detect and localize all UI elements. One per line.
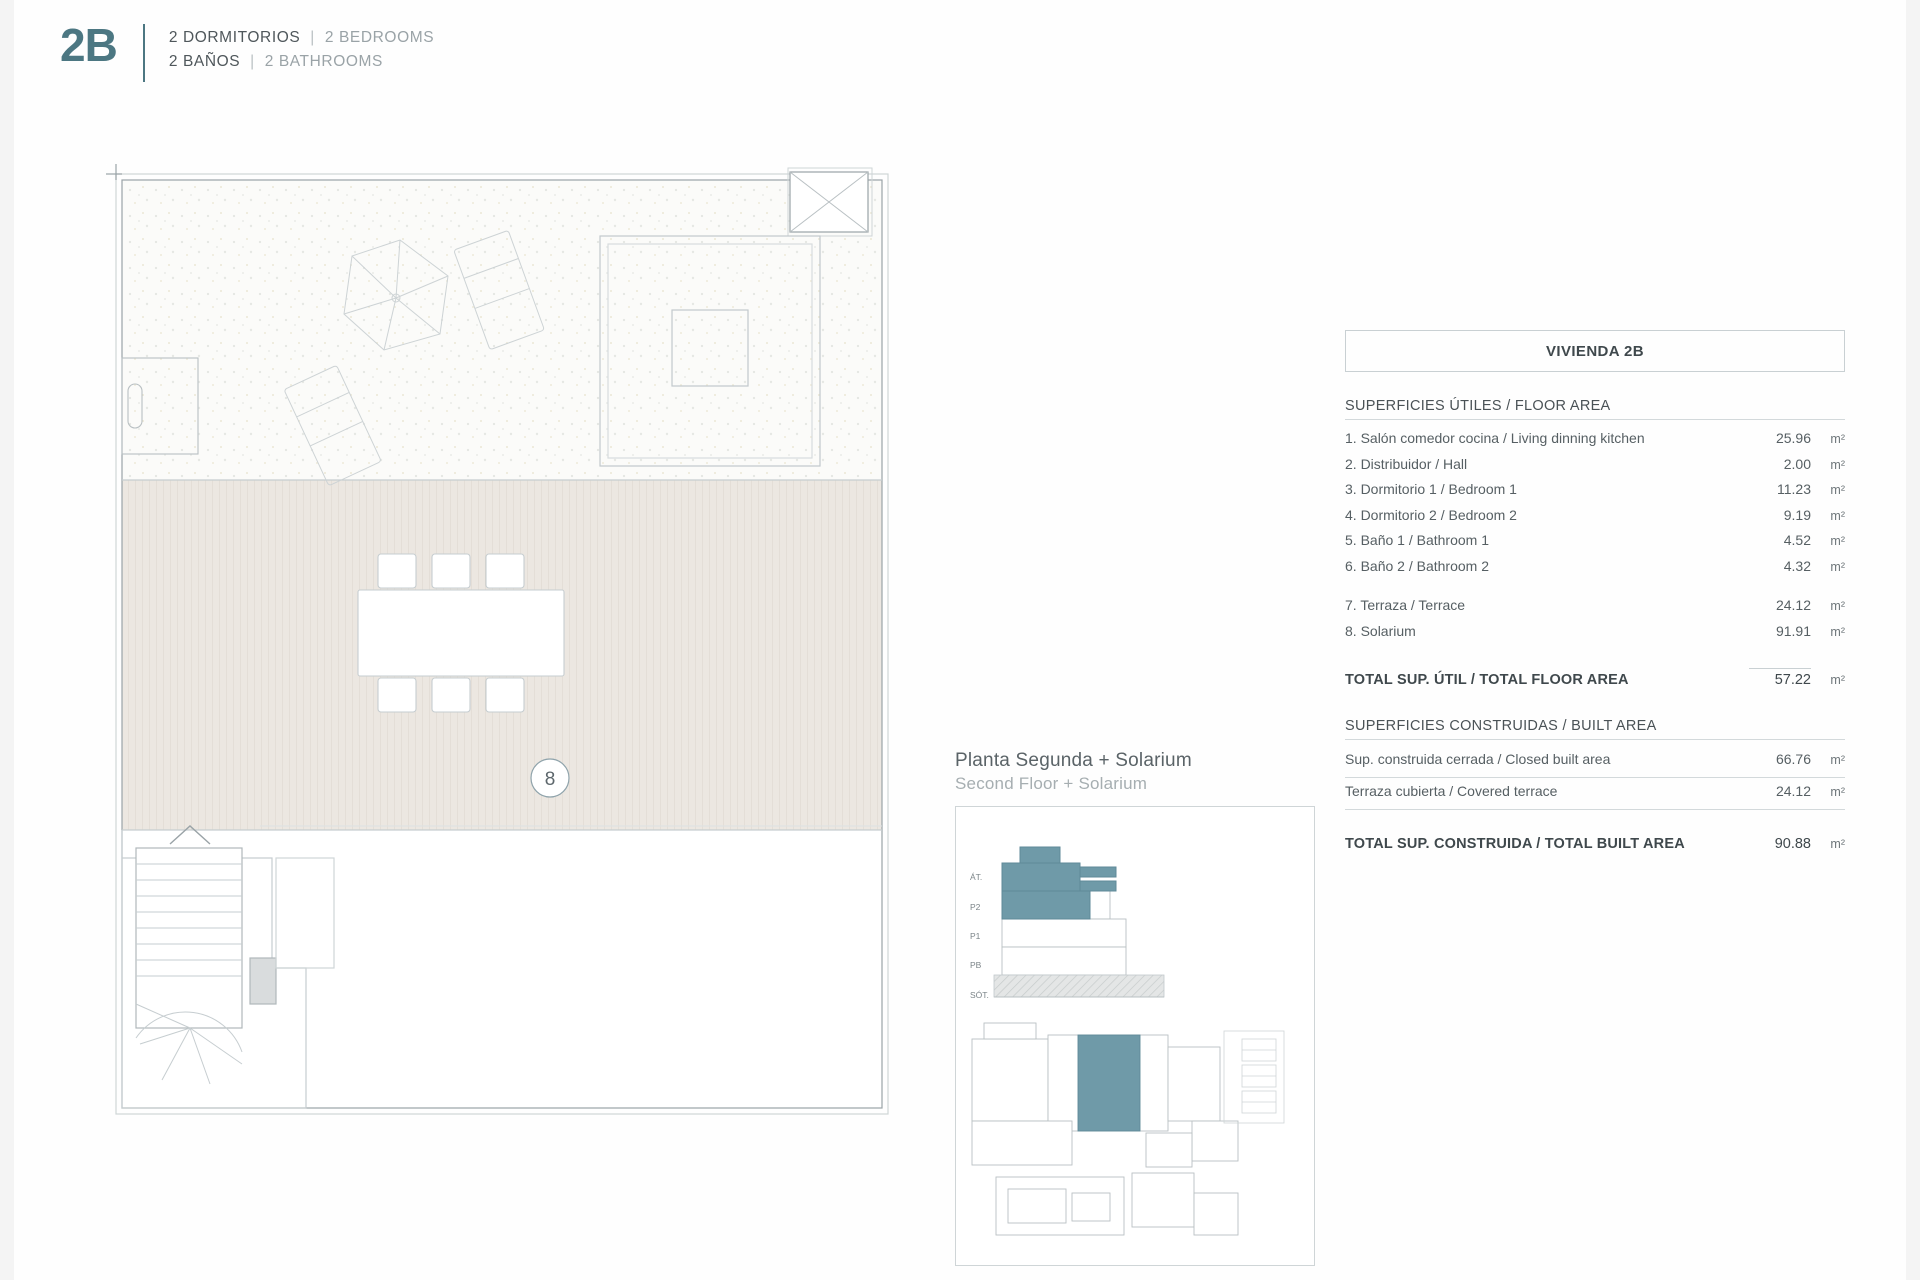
key-plan-box <box>955 806 1315 1266</box>
bathrooms-label-es: 2 BAÑOS <box>168 53 241 71</box>
bedrooms-line <box>169 26 434 50</box>
row-value: 2.00 <box>1783 455 1811 472</box>
total-built-area-row <box>1345 836 1845 852</box>
total-floor-area-label: TOTAL SUP. ÚTIL / TOTAL FLOOR AREA <box>1345 672 1629 688</box>
floor-plan-drawing <box>100 158 940 1138</box>
row-unit: m² <box>1830 753 1845 767</box>
unit-code: 2B <box>60 19 117 71</box>
row-value: 24.12 <box>1775 783 1811 799</box>
bathrooms-line <box>169 50 434 74</box>
row-unit: m² <box>1830 483 1845 497</box>
row-label: 3. Dormitorio 1 / Bedroom 1 <box>1345 481 1517 497</box>
row-value: 4.52 <box>1783 532 1811 548</box>
bathrooms-label-en: 2 BATHROOMS <box>264 53 383 71</box>
row-label: 1. Salón comedor cocina / Living dinning kitchen <box>1345 430 1645 446</box>
row-label: 7. Terraza / Terrace <box>1345 597 1466 613</box>
bedrooms-label-es: 2 DORMITORIOS <box>168 29 301 46</box>
row-value: 66.76 <box>1775 751 1811 767</box>
page-edge-left <box>0 0 14 1280</box>
table-row <box>1345 746 1845 773</box>
level-label-at: ÁT. <box>970 872 983 882</box>
row-label: 5. Baño 1 / Bathroom 1 <box>1345 532 1489 548</box>
bedrooms-label-en: 2 BEDROOMS <box>324 29 435 46</box>
row-label: 6. Baño 2 / Bathroom 2 <box>1345 557 1489 574</box>
level-label-pb: PB <box>970 960 982 970</box>
row-label: Sup. construida cerrada / Closed built area <box>1345 751 1611 767</box>
row-value: 25.96 <box>1775 430 1811 446</box>
row-label: 8. Solarium <box>1345 622 1416 639</box>
row-value: 4.32 <box>1783 557 1811 574</box>
key-plan-block <box>955 750 1315 1266</box>
key-plan-highlight-site <box>1078 1035 1140 1131</box>
level-label-p1: P1 <box>970 931 981 941</box>
row-label: 2. Distribuidor / Hall <box>1345 455 1468 472</box>
table-row <box>1345 528 1845 554</box>
total-floor-area-value: 57.22 <box>1749 668 1811 688</box>
bedrooms-separator: | <box>310 29 315 46</box>
section-title-built-area: SUPERFICIES CONSTRUIDAS / BUILT AREA <box>1345 718 1845 740</box>
row-label: 4. Dormitorio 2 / Bedroom 2 <box>1345 506 1517 523</box>
sheet-header <box>60 19 435 82</box>
row-label: Terraza cubierta / Covered terrace <box>1345 783 1558 799</box>
level-label-p2: P2 <box>970 902 981 912</box>
row-unit: m² <box>1830 624 1845 639</box>
table-row <box>1345 452 1845 478</box>
row-unit: m² <box>1830 599 1845 613</box>
total-built-area-value: 90.88 <box>1774 836 1811 852</box>
area-schedule-table <box>1345 330 1845 852</box>
table-row <box>1345 426 1845 452</box>
header-subtitle-group <box>145 22 434 74</box>
floor-area-rows <box>1345 426 1845 644</box>
table-row <box>1345 503 1845 529</box>
total-floor-area-row <box>1345 658 1845 688</box>
row-spacer <box>1345 579 1845 593</box>
row-unit: m² <box>1830 785 1845 799</box>
level-label-sot: SÓT. <box>970 990 989 1000</box>
key-plan-title-es: Planta Segunda + Solarium <box>955 750 1192 771</box>
row-value: 91.91 <box>1775 622 1811 639</box>
room-marker-label: 8 <box>544 769 556 790</box>
table-title: VIVIENDA 2B <box>1345 330 1845 372</box>
row-rule <box>1345 809 1845 810</box>
access-hatch <box>788 168 872 236</box>
row-unit: m² <box>1830 508 1845 523</box>
room-marker-8 <box>531 759 569 797</box>
row-unit: m² <box>1830 559 1845 574</box>
table-row <box>1345 619 1845 645</box>
table-row <box>1345 554 1845 580</box>
table-row <box>1345 477 1845 503</box>
table-row <box>1345 778 1845 805</box>
section-title-floor-area: SUPERFICIES ÚTILES / FLOOR AREA <box>1345 398 1845 420</box>
bathrooms-separator: | <box>250 53 255 71</box>
key-plan-level-labels <box>970 872 989 1000</box>
row-unit: m² <box>1830 432 1845 446</box>
row-value: 24.12 <box>1775 597 1811 613</box>
row-unit: m² <box>1830 534 1845 548</box>
total-built-area-unit: m² <box>1830 837 1845 851</box>
total-built-area-label: TOTAL SUP. CONSTRUIDA / TOTAL BUILT AREA <box>1345 836 1685 852</box>
total-floor-area-unit: m² <box>1830 673 1845 687</box>
page-edge-right <box>1906 0 1920 1280</box>
row-unit: m² <box>1830 457 1845 472</box>
table-row <box>1345 593 1845 619</box>
row-value: 11.23 <box>1777 481 1811 497</box>
key-plan-title-en: Second Floor + Solarium <box>955 774 1148 793</box>
row-value: 9.19 <box>1783 506 1811 523</box>
built-area-rows <box>1345 746 1845 810</box>
